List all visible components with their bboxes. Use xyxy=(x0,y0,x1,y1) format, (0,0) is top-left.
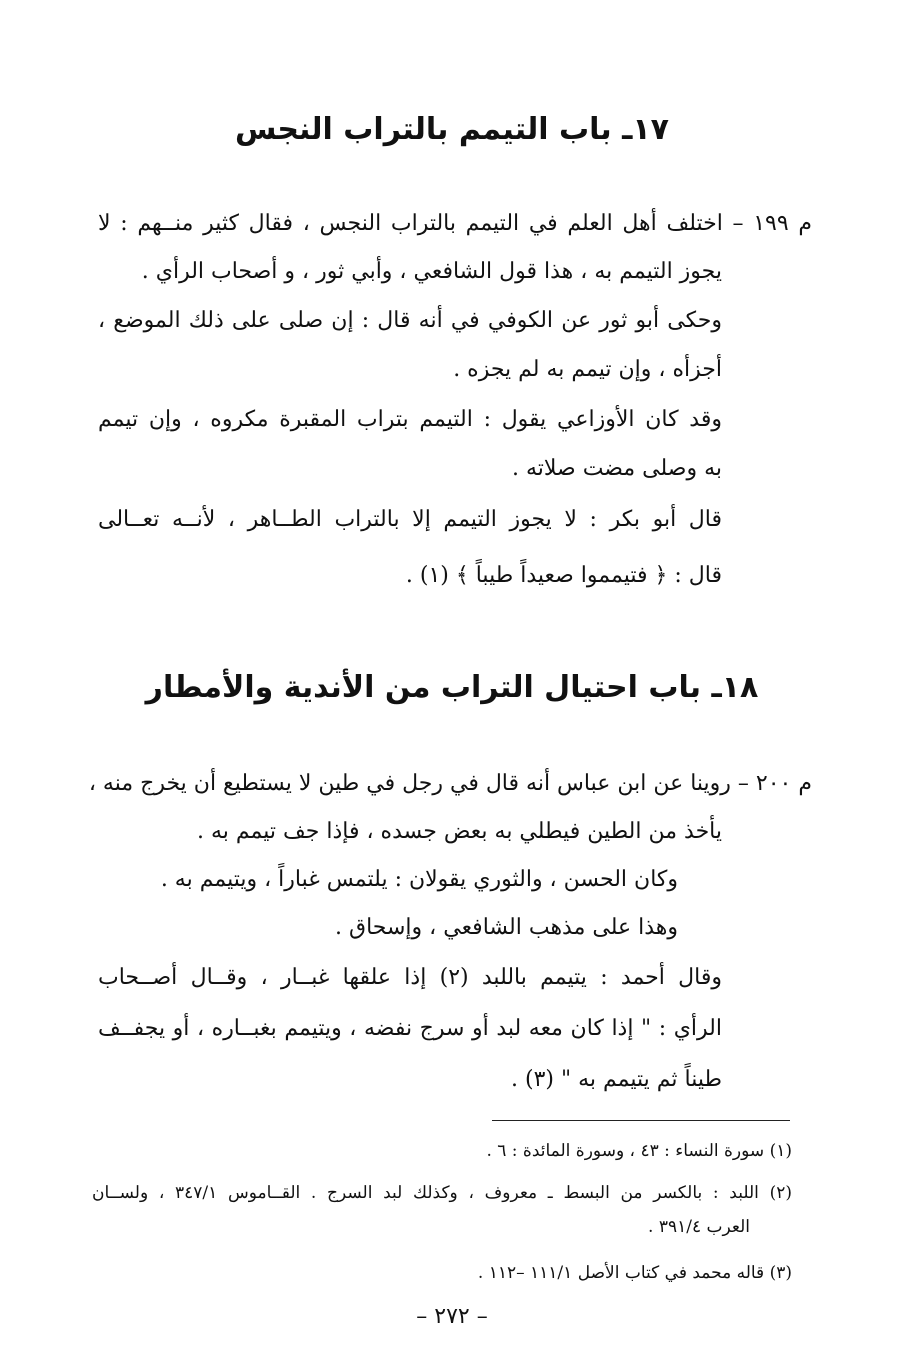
section-17-heading: ١٧ـ باب التيمم بالتراب النجس xyxy=(235,112,669,147)
footnote-2-continued: العرب ٣٩١/٤ . xyxy=(648,1217,750,1237)
section-18-line-5: وقال أحمد : يتيمم باللبد (٢) إذا علقها غبــار ، وقــال أصــحاب xyxy=(98,965,722,990)
section-17-line-5: وقد كان الأوزاعي يقول : التيمم بتراب المقبرة مكروه ، وإن تيمم xyxy=(98,407,722,432)
section-18-line-2: يأخذ من الطين فيطلي به بعض جسده ، فإذا جف تيمم به . xyxy=(196,819,722,844)
section-17-line-6: به وصلى مضت صلاته . xyxy=(512,456,722,481)
footnote-3: (٣) قاله محمد في كتاب الأصل ١١١/١ –١١٢ . xyxy=(477,1263,792,1283)
section-18-line-1: م ٢٠٠ – روينا عن ابن عباس أنه قال في رجل في طين لا يستطيع أن يخرج منه ، xyxy=(88,771,812,796)
footnote-2: (٢) اللبد : بالكسر من البسط ـ معروف ، وكذلك لبد السرج . القــاموس ٣٤٧/١ ، ولســان xyxy=(92,1183,792,1203)
section-17-line-4: أجزأه ، وإن تيمم به لم يجزه . xyxy=(453,357,722,382)
section-18-line-6: الرأي : " إذا كان معه لبد أو سرج نفضه ، ويتيمم بغبــاره ، أو يجفــف xyxy=(98,1016,722,1041)
section-17-line-1: م ١٩٩ – اختلف أهل العلم في التيمم بالتراب النجس ، فقال كثير منــهم : لا xyxy=(98,211,812,236)
section-17-line-3: وحكى أبو ثور عن الكوفي في أنه قال : إن صلى على ذلك الموضع ، xyxy=(98,308,722,333)
section-18-line-3: وكان الحسن ، والثوري يقولان : يلتمس غباراً ، ويتيمم به . xyxy=(160,867,678,892)
footnote-separator xyxy=(492,1120,790,1121)
section-17-line-7: قال أبو بكر : لا يجوز التيمم إلا بالتراب الطــاهر ، لأنــه تعــالى xyxy=(98,507,722,532)
page-number: – ٢٧٢ – xyxy=(416,1304,488,1329)
footnote-1: (١) سورة النساء : ٤٣ ، وسورة المائدة : ٦ . xyxy=(486,1141,792,1161)
section-17-line-8: قال : ﴿ فتيمموا صعيداً طيباً ﴾ (١) . xyxy=(405,563,722,588)
section-17-line-2: يجوز التيمم به ، هذا قول الشافعي ، وأبي ثور ، و أصحاب الرأي . xyxy=(141,259,722,284)
section-18-heading: ١٨ـ باب احتيال التراب من الأندية والأمطار xyxy=(145,670,759,705)
section-18-line-7: طيناً ثم يتيمم به " (٣) . xyxy=(510,1067,722,1092)
section-18-line-4: وهذا على مذهب الشافعي ، وإسحاق . xyxy=(335,915,678,940)
